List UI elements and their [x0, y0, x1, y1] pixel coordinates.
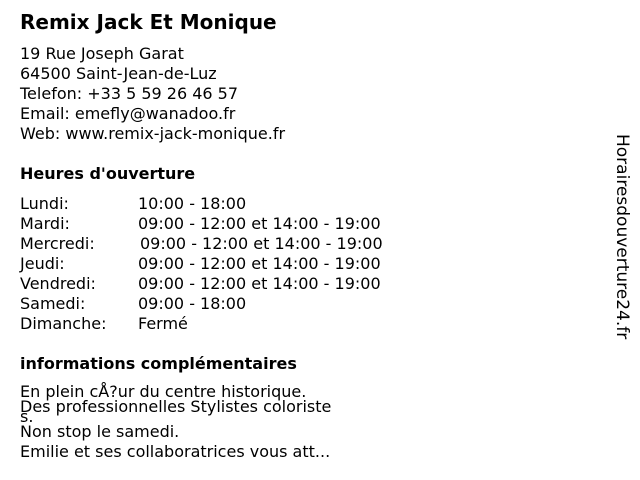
hours-time: Fermé [138, 314, 188, 333]
site-watermark: Horairesdouverture24.fr [612, 134, 632, 340]
info-line: Emilie et ses collaboratrices vous att... [20, 442, 331, 461]
info-block [20, 382, 340, 462]
hours-day: Vendredi: [20, 274, 96, 293]
hours-heading: Heures d'ouverture [20, 164, 196, 183]
hours-day: Samedi: [20, 294, 86, 313]
hours-time: 09:00 - 12:00 et 14:00 - 19:00 [138, 254, 381, 273]
hours-day: Dimanche: [20, 314, 107, 333]
address-street: 19 Rue Joseph Garat [20, 44, 184, 63]
address-city: 64500 Saint-Jean-de-Luz [20, 64, 217, 83]
info-heading: informations complémentaires [20, 354, 297, 373]
page-title: Remix Jack Et Monique [20, 10, 277, 34]
info-line: En plein cÅ?ur du centre historique. [20, 382, 307, 401]
info-line: Des professionnelles Stylistes coloristes. [20, 397, 332, 426]
hours-time: 09:00 - 12:00 et 14:00 - 19:00 [138, 214, 381, 233]
website: Web: www.remix-jack-monique.fr [20, 124, 286, 143]
hours-time: 09:00 - 12:00 et 14:00 - 19:00 [140, 234, 383, 253]
phone-number: Telefon: +33 5 59 26 46 57 [20, 84, 239, 103]
address-block [20, 44, 285, 144]
info-line: Non stop le samedi. [20, 422, 180, 441]
hours-time: 09:00 - 18:00 [138, 294, 247, 313]
hours-day: Lundi: [20, 194, 69, 213]
hours-time: 10:00 - 18:00 [138, 194, 247, 213]
hours-day: Mercredi: [20, 234, 95, 253]
hours-day: Mardi: [20, 214, 70, 233]
hours-day: Jeudi: [20, 254, 65, 273]
hours-time: 09:00 - 12:00 et 14:00 - 19:00 [138, 274, 381, 293]
email-address: Email: emefly@wanadoo.fr [20, 104, 236, 123]
